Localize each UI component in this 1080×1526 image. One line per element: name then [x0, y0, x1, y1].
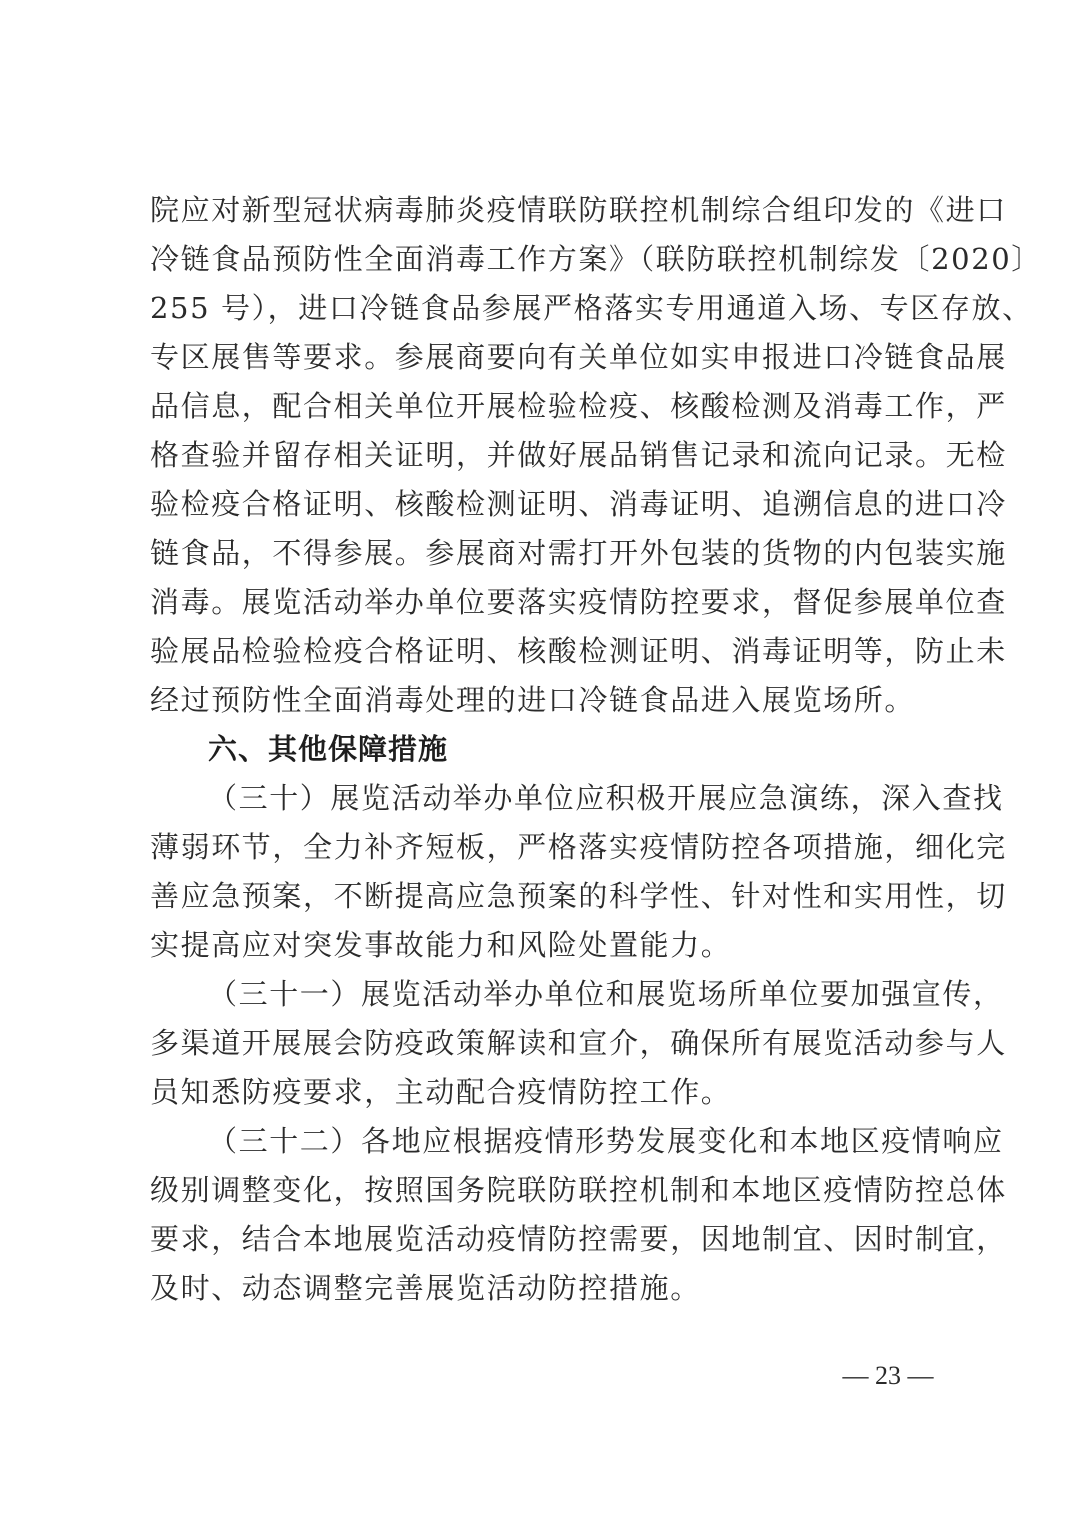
page-number: — 23 —: [842, 1361, 934, 1390]
paragraph-line: 链食品，不得参展。参展商对需打开外包装的货物的内包装实施: [150, 536, 1007, 570]
item-32-line: 级别调整变化，按照国务院联防联控机制和本地区疫情防控总体: [150, 1173, 1007, 1207]
item-30-line: 实提高应对突发事故能力和风险处置能力。: [150, 928, 732, 962]
item-30-line: 薄弱环节，全力补齐短板，严格落实疫情防控各项措施，细化完: [150, 830, 1007, 864]
paragraph-line: 消毒。展览活动举办单位要落实疫情防控要求，督促参展单位查: [150, 585, 1007, 619]
paragraph-line: 品信息，配合相关单位开展检验检疫、核酸检测及消毒工作，严: [150, 389, 1007, 423]
paragraph-line: 格查验并留存相关证明，并做好展品销售记录和流向记录。无检: [150, 438, 1007, 472]
paragraph-line: 专区展售等要求。参展商要向有关单位如实申报进口冷链食品展: [150, 340, 1007, 374]
paragraph-line: 验展品检验检疫合格证明、核酸检测证明、消毒证明等，防止未: [150, 634, 1007, 668]
paragraph-line: 院应对新型冠状病毒肺炎疫情联防联控机制综合组印发的《进口: [150, 193, 1007, 227]
section-heading: 六、其他保障措施: [208, 732, 449, 766]
item-30-line: 善应急预案，不断提高应急预案的科学性、针对性和实用性，切: [150, 879, 1007, 913]
paragraph-line: 验检疫合格证明、核酸检测证明、消毒证明、追溯信息的进口冷: [150, 487, 1007, 521]
item-31-line: 员知悉防疫要求，主动配合疫情防控工作。: [150, 1075, 732, 1109]
item-32-line: （三十二）各地应根据疫情形势发展变化和本地区疫情响应: [208, 1124, 1004, 1158]
paragraph-line: 经过预防性全面消毒处理的进口冷链食品进入展览场所。: [150, 683, 916, 717]
item-30-line: （三十）展览活动举办单位应积极开展应急演练，深入查找: [208, 781, 1004, 815]
paragraph-line: 255 号），进口冷链食品参展严格落实专用通道入场、专区存放、: [150, 291, 1033, 325]
item-32-line: 要求，结合本地展览活动疫情防控需要，因地制宜、因时制宜，: [150, 1222, 1007, 1256]
item-31-line: 多渠道开展展会防疫政策解读和宣介，确保所有展览活动参与人: [150, 1026, 1007, 1060]
item-32-line: 及时、动态调整完善展览活动防控措施。: [150, 1271, 701, 1305]
item-31-line: （三十一）展览活动举办单位和展览场所单位要加强宣传，: [208, 977, 1004, 1011]
paragraph-line: 冷链食品预防性全面消毒工作方案》（联防联控机制综发〔2020〕: [150, 242, 1042, 276]
